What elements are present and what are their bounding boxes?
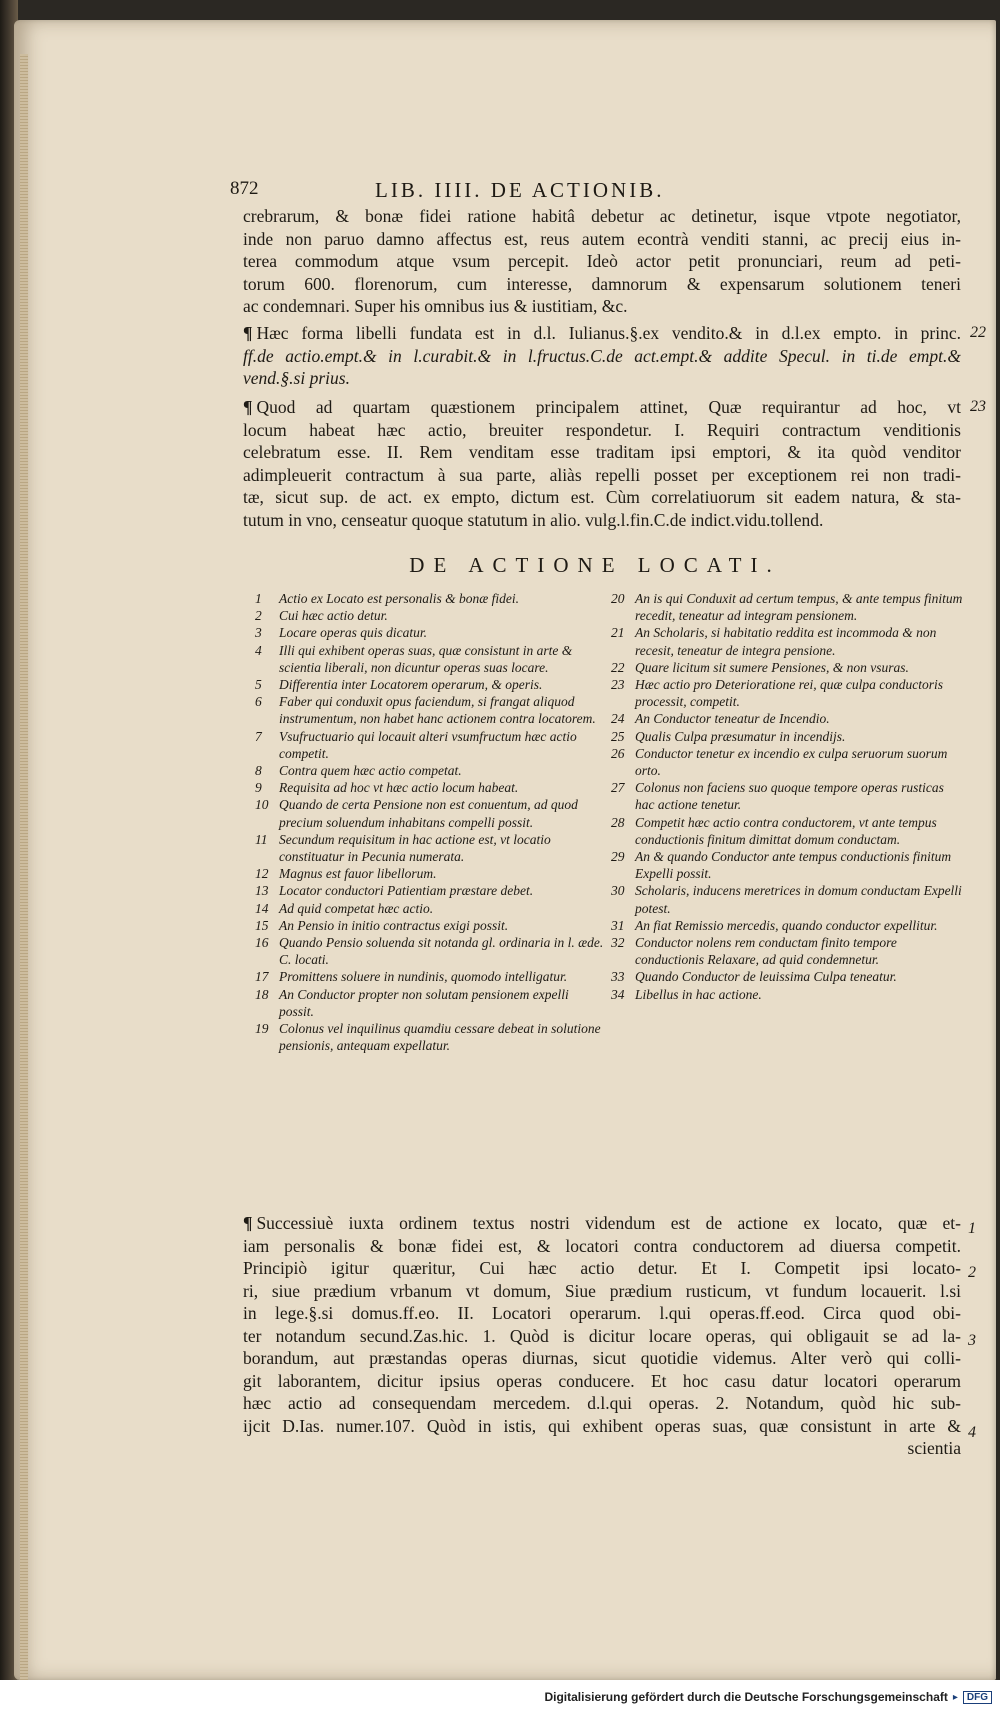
index-entry xyxy=(611,624,963,658)
index-number: 5 xyxy=(255,677,262,693)
index-text: Requisita ad hoc vt hæc actio locum habeat. xyxy=(279,780,519,796)
text-line: crebrarum, & bonæ fidei ratione habitâ debetur ac detinetur, isque vtpote negotiator, xyxy=(243,206,961,226)
paragraph-3 xyxy=(243,396,961,531)
index-number: 20 xyxy=(611,591,625,606)
index-text: Illi qui exhibent operas suas, quæ consistunt in arte & scientia liberali, non dicuntur operas suas locare. xyxy=(279,642,573,675)
pilcrow: ¶ xyxy=(243,1213,253,1233)
index-number: 22 xyxy=(611,659,625,675)
index-text: Quare licitum sit sumere Pensiones, & non vsuras. xyxy=(635,659,909,675)
index-number: 33 xyxy=(611,969,625,985)
index-text: Actio ex Locato est personalis & bonæ fidei. xyxy=(279,591,519,606)
index-number: 12 xyxy=(255,866,269,882)
index-entry xyxy=(255,676,605,693)
index-entry xyxy=(611,882,963,916)
index-number: 13 xyxy=(255,883,269,899)
index-text: Vsufructuario qui locauit alteri vsumfructum hæc actio competit. xyxy=(279,728,577,761)
index-text: Locator conductori Patientiam præstare debet. xyxy=(279,883,534,899)
paragraph-4 xyxy=(243,1212,961,1460)
catchword: scientia xyxy=(907,1438,961,1458)
index-text: Ad quid competat hæc actio. xyxy=(279,900,434,916)
index-number: 6 xyxy=(255,694,262,710)
index-text: Colonus vel inquilinus quamdiu cessare debeat in solutione pensionis, antequam expellatur. xyxy=(279,1021,601,1054)
index-number: 14 xyxy=(255,900,269,916)
text-segment: Successiuè iuxta ordinem textus nostri videndum est de actione ex locato, quæ et- xyxy=(256,1213,961,1233)
index-number: 18 xyxy=(255,986,269,1002)
page-edges xyxy=(20,54,28,1694)
text-line: locum habeat hæc actio, breuiter respondetur. I. Requiri contractum venditionis xyxy=(243,419,961,440)
index-text: Quando de certa Pensione non est conuentum, ad quod precium soluendum inhabitans compelli possit. xyxy=(279,797,578,830)
index-entry xyxy=(611,590,963,624)
index-entry xyxy=(255,831,605,865)
running-title: LIB. IIII. DE ACTIONIB. xyxy=(375,178,665,202)
index-text: Quando Pensio soluenda sit notanda gl. ordinaria in l. æde. C. locati. xyxy=(279,935,604,968)
index-text: Cui hæc actio detur. xyxy=(279,608,388,624)
margin-number: 22 xyxy=(970,324,986,341)
index-text: Qualis Culpa præsumatur in incendijs. xyxy=(635,728,846,744)
index-text: Competit hæc actio contra conductorem, vt ante tempus conductionis finitum dimittat domum conductam. xyxy=(635,814,937,847)
index-number: 11 xyxy=(255,831,268,847)
text-line: in lege.§.si domus.ff.eo. II. Locatori operarum. l.qui operas.ff.eod. Circa quod obi- xyxy=(243,1303,961,1323)
index-entry xyxy=(255,607,605,624)
index-entry xyxy=(255,1020,605,1054)
text-line: adimpleuerit contractum à sua parte, aliàs repelli posset per exceptionem rei non tradi- xyxy=(243,464,961,485)
index-number: 19 xyxy=(255,1021,269,1037)
index-number: 34 xyxy=(611,986,625,1002)
margin-number: 3 xyxy=(968,1332,976,1349)
index-entry xyxy=(611,934,963,968)
text-line xyxy=(243,1212,961,1235)
index-entry xyxy=(255,986,605,1020)
index-entry xyxy=(611,745,963,779)
index-entry xyxy=(611,814,963,848)
text-line: hæc actio ad consequendam mercedem. d.l.qui operas. 2. Notandum, quòd hic sub- xyxy=(243,1393,961,1413)
index-text: Conductor tenetur ex incendio ex culpa seruorum suorum orto. xyxy=(635,745,948,779)
index-text: Contra quem hæc actio competat. xyxy=(279,763,462,779)
index-number: 17 xyxy=(255,969,269,985)
index-entry xyxy=(255,796,605,830)
paragraph-2 xyxy=(243,322,961,390)
index-entry xyxy=(255,779,605,796)
index-entry xyxy=(611,986,963,1003)
text-line: torum 600. florenorum, cum interesse, damnorum & expensarum solutionem teneri xyxy=(243,273,961,294)
index-number: 31 xyxy=(611,917,625,933)
index-entry xyxy=(611,968,963,985)
index-text: Quando Conductor de leuissima Culpa teneatur. xyxy=(635,969,897,985)
text-line: ac condemnari. Super his omnibus ius & iustitiam, &c. xyxy=(243,296,628,316)
text-line: vend.§.si prius. xyxy=(243,368,350,388)
index-entry xyxy=(611,710,963,727)
index-number: 7 xyxy=(255,728,262,744)
index-text: Faber qui conduxit opus faciendum, si frangat aliquod instrumentum, non habet hanc actionem contra locatorem. xyxy=(279,694,596,727)
page-number: 872 xyxy=(230,178,259,199)
index-left-column xyxy=(255,590,605,1054)
index-text: An is qui Conduxit ad certum tempus, & ante tempus finitum recedit, teneatur ad integram pensionem. xyxy=(635,591,963,624)
index-number: 27 xyxy=(611,780,625,796)
index-number: 24 xyxy=(611,711,625,727)
text-segment: Quod ad quartam quæstionem principalem attinet, Quæ requirantur ad hoc, vt xyxy=(256,397,961,417)
index-number: 32 xyxy=(611,935,625,951)
index-entry xyxy=(611,779,963,813)
index-number: 4 xyxy=(255,642,262,658)
margin-number: 2 xyxy=(968,1264,976,1281)
index-entry xyxy=(611,728,963,745)
index-text: Differentia inter Locatorem operarum, & operis. xyxy=(279,677,543,693)
index-entry xyxy=(255,590,605,607)
text-line: tutum in vno, censeatur quoque statutum in alio. vulg.l.fin.C.de indict.vidu.tollend. xyxy=(243,509,824,530)
index-right-column xyxy=(611,590,963,1003)
index-number: 28 xyxy=(611,814,625,830)
index-number: 21 xyxy=(611,625,625,641)
index-number: 26 xyxy=(611,745,625,761)
index-text: An & quando Conductor ante tempus conductionis finitum Expelli possit. xyxy=(635,849,952,882)
margin-number: 4 xyxy=(968,1424,976,1441)
index-number: 30 xyxy=(611,883,625,899)
text-line: Principiò igitur quæritur, Cui hæc actio detur. Et I. Competit ipsi locato- xyxy=(243,1258,961,1278)
text-line xyxy=(243,396,961,419)
index-number: 16 xyxy=(255,935,269,951)
arrow-icon: ▸ xyxy=(952,1691,958,1703)
index-entry xyxy=(255,865,605,882)
index-text: Hæc actio pro Deterioratione rei, quæ culpa conductoris processit, competit. xyxy=(635,677,943,710)
index-entry xyxy=(255,968,605,985)
index-entry xyxy=(611,917,963,934)
index-number: 1 xyxy=(255,591,262,606)
index-entry xyxy=(255,917,605,934)
index-entry xyxy=(255,728,605,762)
index-number: 23 xyxy=(611,677,625,693)
text-line: git laborantem, dicitur ipsius operas conducere. Et hoc casu datur locatori operarum xyxy=(243,1370,961,1391)
index-text: An Conductor teneatur de Incendio. xyxy=(635,711,830,727)
text-line: ijcit D.Ias. numer.107. Quòd in istis, qui exhibent operas suas, quæ consistunt in arte & xyxy=(243,1415,961,1436)
index-text: Colonus non faciens suo quoque tempore operas rusticas hac actione tenetur. xyxy=(635,780,944,813)
index-text: Secundum requisitum in hac actione est, vt locatio constituatur in Pecunia numerata. xyxy=(279,831,551,865)
index-entry xyxy=(255,762,605,779)
index-entry xyxy=(255,882,605,899)
text-line: celebratum esse. II. Rem venditam esse traditam ipsi emptori, & ita quòd venditor xyxy=(243,442,961,462)
text-line: borandum, aut præstandas operas diurnas, sicut quotidie videmus. Alter verò qui colli- xyxy=(243,1348,961,1368)
index-text: Locare operas quis dicatur. xyxy=(279,625,427,641)
pilcrow: ¶ xyxy=(243,323,253,343)
index-text: Conductor nolens rem conductam finito tempore conductionis Relaxare, ad quid condemnetur. xyxy=(635,935,897,968)
index-text: An Scholaris, si habitatio reddita est incommoda & non recesit, teneatur de integra pensione. xyxy=(635,625,937,658)
index-number: 2 xyxy=(255,608,262,624)
margin-number: 1 xyxy=(968,1220,976,1237)
margin-number: 23 xyxy=(970,398,986,415)
index-number: 25 xyxy=(611,728,625,744)
index-entry xyxy=(255,642,605,676)
index-text: An fiat Remissio mercedis, quando conductor expellitur. xyxy=(635,917,938,933)
index-entry xyxy=(255,900,605,917)
index-number: 8 xyxy=(255,763,262,779)
paragraph-1 xyxy=(243,205,961,318)
index-entry xyxy=(611,659,963,676)
text-line: ff.de actio.empt.& in l.curabit.& in l.fructus.C.de act.empt.& addite Specul. in ti.de empt.& xyxy=(243,345,961,366)
index-number: 3 xyxy=(255,625,262,641)
index-text: An Conductor propter non solutam pensionem expelli possit. xyxy=(279,986,569,1019)
text-line: terea commodum atque vsum percepit. Ideò actor petit pronunciari, reum ad peti- xyxy=(243,251,961,271)
digitization-footer xyxy=(0,1680,1000,1714)
text-line xyxy=(243,322,961,345)
index-entry xyxy=(255,624,605,641)
pilcrow: ¶ xyxy=(243,397,253,417)
index-text: Libellus in hac actione. xyxy=(635,986,762,1002)
index-number: 9 xyxy=(255,780,262,796)
index-text: Magnus est fauor libellorum. xyxy=(279,866,437,882)
dfg-logo: DFG xyxy=(963,1691,992,1704)
footer-text: Digitalisierung gefördert durch die Deutsche Forschungsgemeinschaft xyxy=(544,1690,948,1704)
text-segment: Hæc forma libelli fundata est in d.l. Iulianus.§.ex vendito.& in d.l.ex empto. in princ. xyxy=(256,323,961,343)
section-title: DE ACTIONE LOCATI. xyxy=(409,553,781,577)
index-text: Promittens soluere in nundinis, quomodo intelligatur. xyxy=(279,969,568,985)
index-entry xyxy=(255,934,605,968)
index-entry xyxy=(611,676,963,710)
index-entry xyxy=(611,848,963,882)
text-line: ri, siue prædium vrbanum vt domum, Siue prædium rusticum, vt fundum locauerit. l.si xyxy=(243,1280,961,1301)
text-line: tæ, sicut sup. de act. ex empto, dictum est. Cùm correlatiuorum sit eadem natura, & sta- xyxy=(243,487,961,507)
index-text: An Pensio in initio contractus exigi possit. xyxy=(279,917,509,933)
text-line: ter notandum secund.Zas.hic. 1. Quòd is dicitur locare operas, qui obligauit se ad la- xyxy=(243,1325,961,1346)
text-line: iam personalis & bonæ fidei est, & locatori contra conductorem ad diuersa competit. xyxy=(243,1235,961,1256)
index-number: 29 xyxy=(611,849,625,865)
index-number: 15 xyxy=(255,917,269,933)
index-entry xyxy=(255,693,605,727)
text-line: inde non paruo damno affectus est, reus autem econtrà venditi stanni, ac precij eius in- xyxy=(243,228,961,249)
index-text: Scholaris, inducens meretrices in domum conductam Expelli potest. xyxy=(635,883,962,916)
index-number: 10 xyxy=(255,797,269,813)
